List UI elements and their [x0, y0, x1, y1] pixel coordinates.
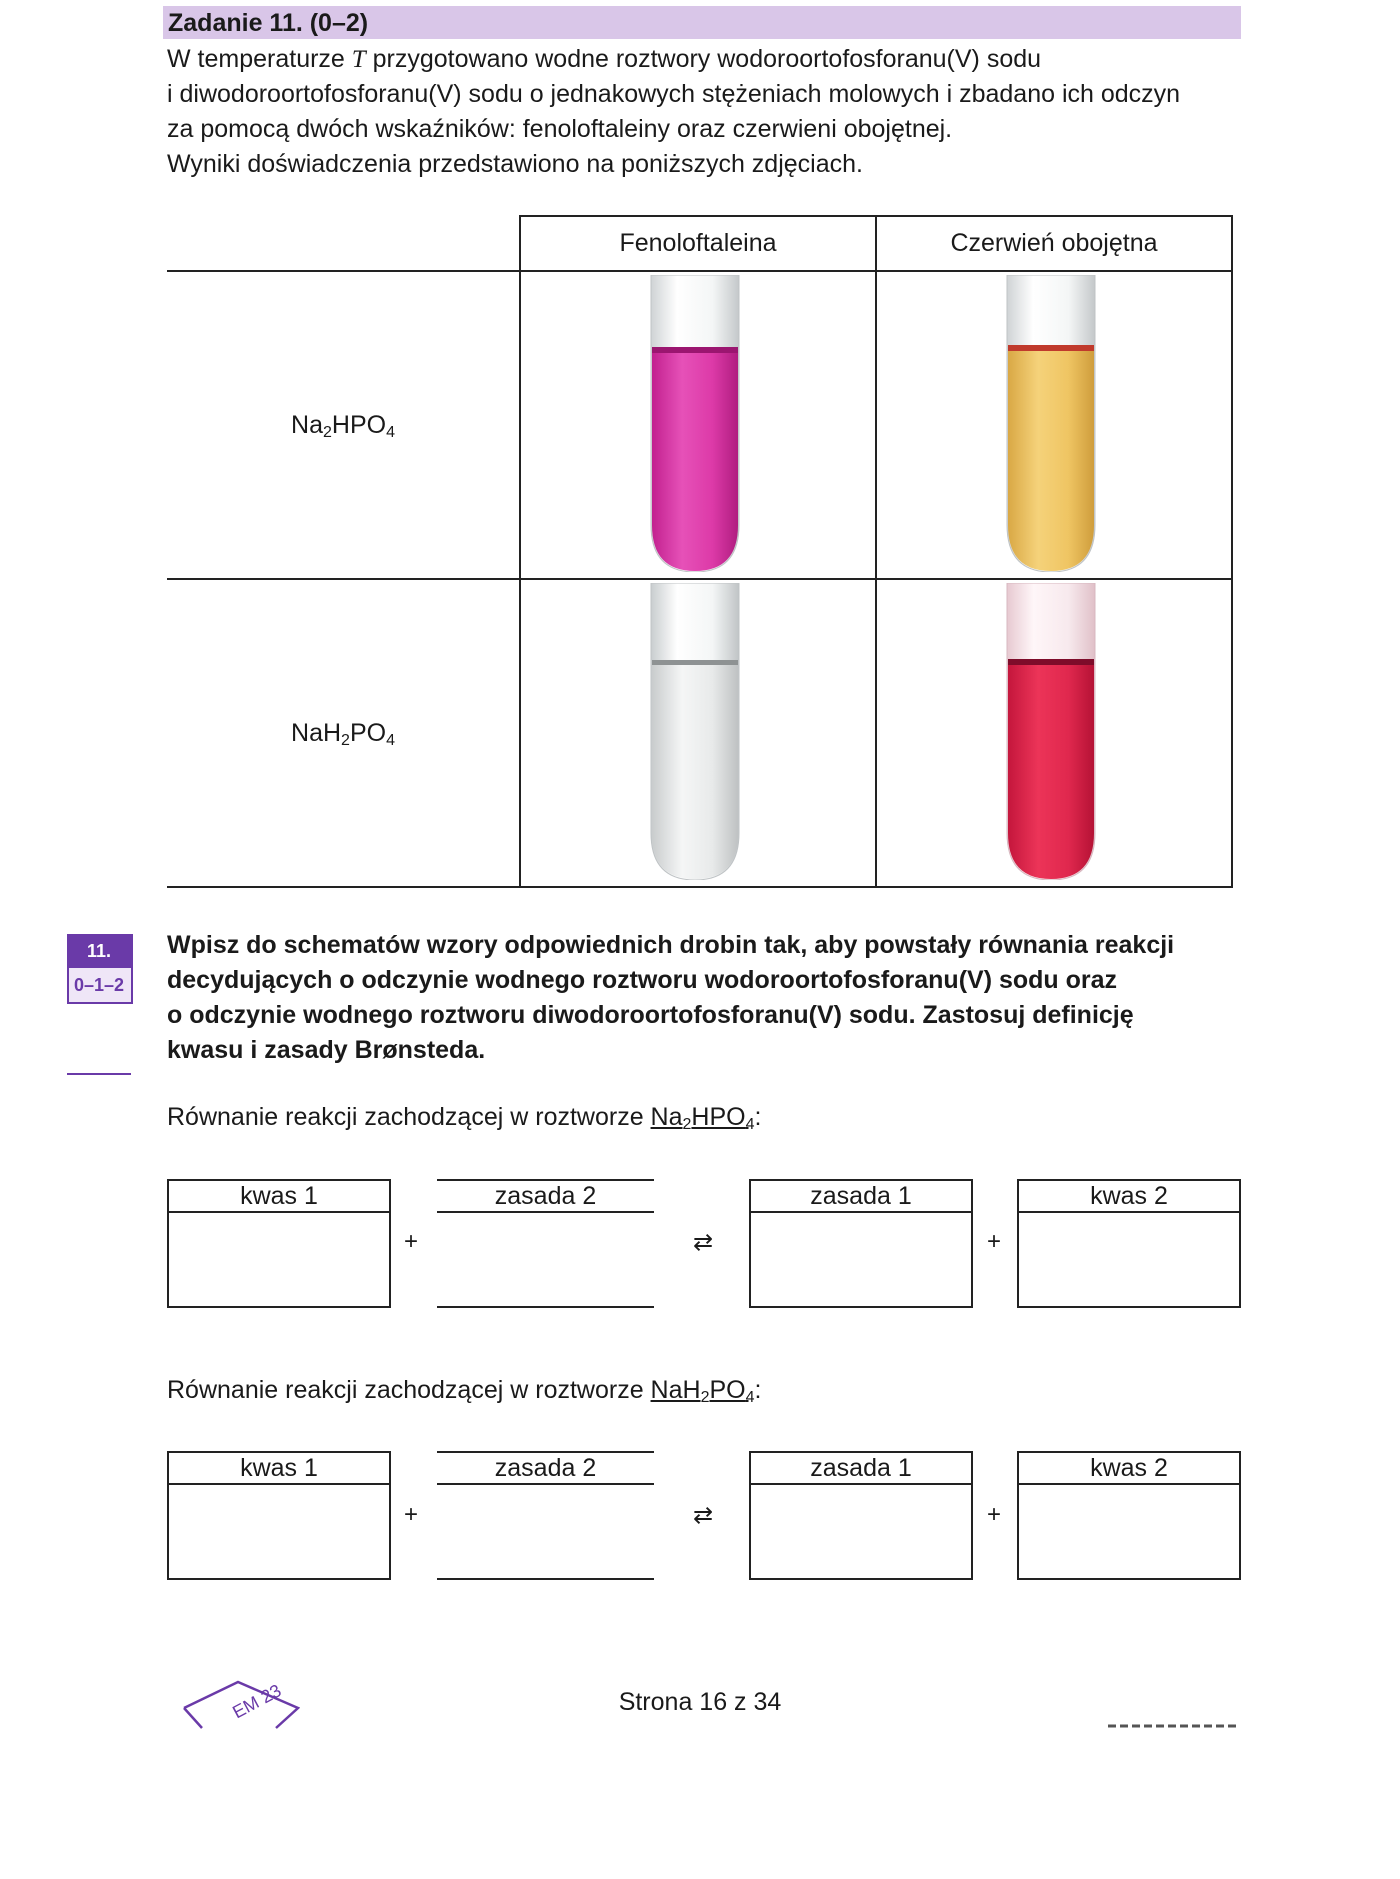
- eq1-acid1-caption: kwas 1: [169, 1181, 389, 1213]
- score-entry-line[interactable]: [67, 1073, 131, 1075]
- eq1-acid2-field[interactable]: [1017, 1179, 1241, 1308]
- photo-nah2po4-neutral-red: [876, 579, 1232, 887]
- score-box: [67, 934, 133, 1004]
- intro-line-4: Wyniki doświadczenia przedstawiono na poniższych zdjęciach.: [167, 150, 863, 178]
- task-instruction: [167, 928, 1257, 1068]
- task-line-2: decydujących o odczynie wodnego roztworu wodoroortofosforanu(V) sodu oraz: [167, 966, 1118, 994]
- eq2-base2-caption: zasada 2: [437, 1453, 654, 1485]
- svg-text:EM 23: EM 23: [229, 1680, 285, 1723]
- intro-line-1: W temperaturze T przygotowano wodne roztwory wodoroortofosforanu(V) sodu: [167, 45, 1042, 73]
- eq2-acid1-field[interactable]: [167, 1451, 391, 1580]
- intro-line-3: za pomocą dwóch wskaźników: fenoloftaleiny oraz czerwieni obojętnej.: [167, 115, 953, 143]
- task-line-1: Wpisz do schematów wzory odpowiednich drobin tak, aby powstały równania reakcji: [167, 931, 1175, 959]
- task-number-badge: 11.: [67, 934, 131, 968]
- equation-1-label: Równanie reakcji zachodzącej w roztworze $Na_2HPO_4$:: [167, 1103, 762, 1133]
- equation-2-label: Równanie reakcji zachodzącej w roztworze $NaH_2PO_4$:: [167, 1376, 762, 1406]
- task-intro: [167, 42, 1247, 182]
- eq1-base2-field[interactable]: [437, 1179, 654, 1308]
- plus-sign: +: [986, 1228, 1001, 1255]
- exam-code-mark: [1108, 1722, 1238, 1730]
- row-label-nah2po4: $NaH_2PO_4$: [167, 579, 520, 887]
- eq1-base2-caption: zasada 2: [437, 1181, 654, 1213]
- test-tube-icon: [1005, 275, 1097, 572]
- score-range-badge: 0–1–2: [67, 968, 131, 1002]
- task-line-3: o odczynie wodnego roztworu diwodoroortofosforanu(V) sodu. Zastosuj definicję: [167, 1001, 1134, 1029]
- equilibrium-arrow-icon: ⇄: [692, 1502, 714, 1529]
- column-header-neutral-red: Czerwień obojętna: [876, 216, 1232, 271]
- eq1-base1-caption: zasada 1: [751, 1181, 971, 1213]
- eq2-acid2-caption: kwas 2: [1019, 1453, 1239, 1485]
- eq2-base1-caption: zasada 1: [751, 1453, 971, 1485]
- indicator-results-table: [167, 215, 1233, 888]
- plus-sign: +: [403, 1501, 418, 1528]
- table-corner: [167, 216, 520, 271]
- eq1-acid2-caption: kwas 2: [1019, 1181, 1239, 1213]
- task-title: Zadanie 11. (0–2): [168, 9, 369, 37]
- task-line-4: kwasu i zasady Brønsteda.: [167, 1036, 486, 1064]
- eq1-acid1-field[interactable]: [167, 1179, 391, 1308]
- test-tube-icon: [1005, 583, 1097, 880]
- column-header-phenolphthalein: Fenoloftaleina: [520, 216, 876, 271]
- page-number: Strona 16 z 34: [618, 1688, 782, 1716]
- row-label-na2hpo4: $Na_2HPO_4$: [167, 271, 520, 579]
- test-tube-icon: [649, 275, 741, 572]
- eq2-acid1-caption: kwas 1: [169, 1453, 389, 1485]
- test-tube-icon: [649, 583, 741, 880]
- photo-na2hpo4-phenolphthalein: [520, 271, 876, 579]
- eq2-acid2-field[interactable]: [1017, 1451, 1241, 1580]
- plus-sign: +: [403, 1228, 418, 1255]
- eq1-base1-field[interactable]: [749, 1179, 973, 1308]
- photo-nah2po4-phenolphthalein: [520, 579, 876, 887]
- intro-line-2: i diwodoroortofosforanu(V) sodu o jednakowych stężeniach molowych i zbadano ich odczyn: [167, 80, 1181, 108]
- equilibrium-arrow-icon: ⇄: [692, 1229, 714, 1256]
- plus-sign: +: [986, 1501, 1001, 1528]
- eq2-base1-field[interactable]: [749, 1451, 973, 1580]
- eq2-base2-field[interactable]: [437, 1451, 654, 1580]
- photo-na2hpo4-neutral-red: [876, 271, 1232, 579]
